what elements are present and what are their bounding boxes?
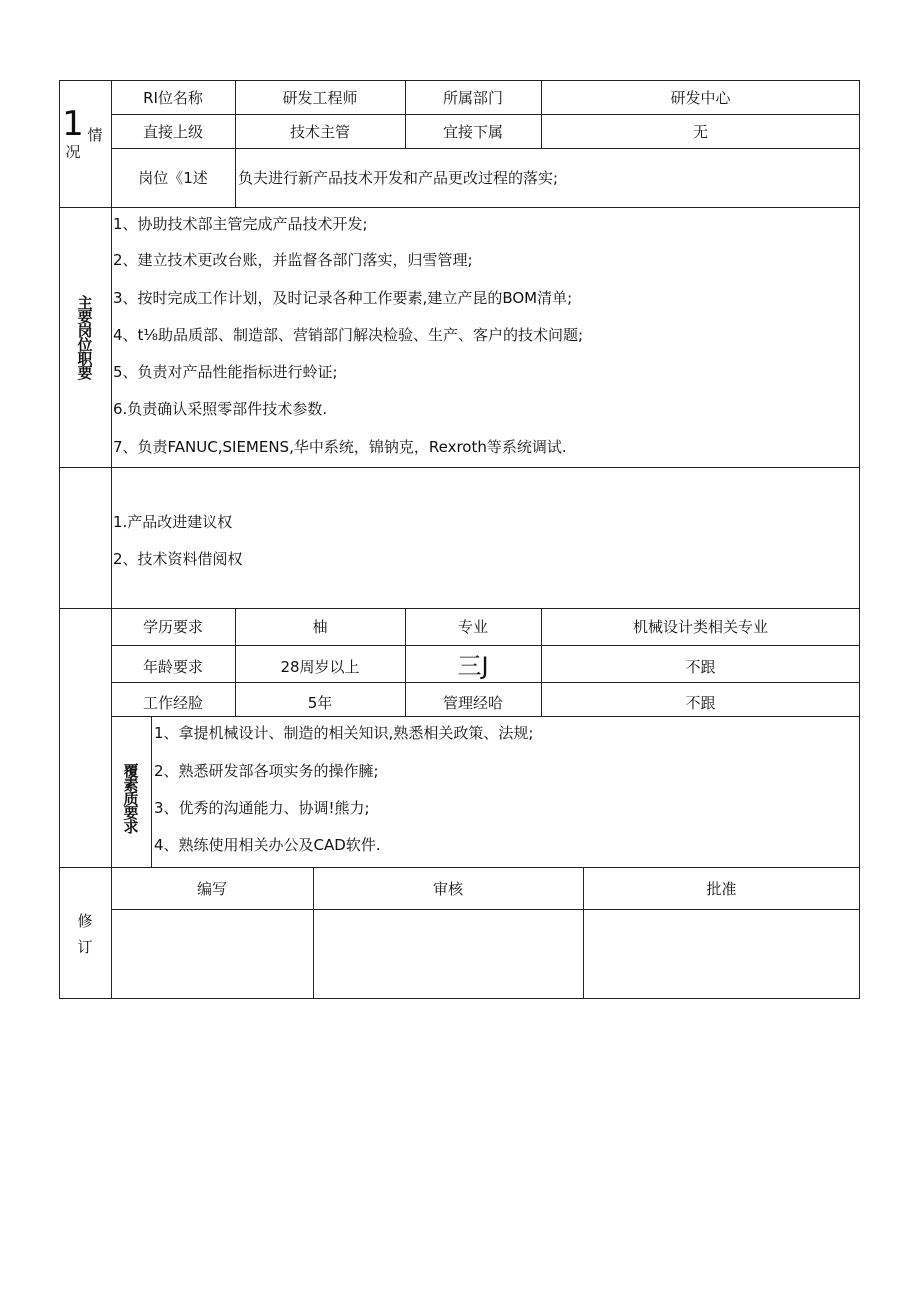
quality-section-label: 覆素质要求: [121, 763, 140, 833]
right-item-1: 1.产品改进建议权: [113, 512, 233, 531]
duty-item-3: 3、按时完成工作计划，及时记录各种工作要素,建立产昆的BOM清单;: [113, 288, 573, 307]
quality-item-2: 2、熟悉研发部各项实务的操作臃;: [154, 761, 379, 780]
revision-label-xiu: 修: [77, 911, 93, 930]
right-item-2: 2、技术资料借阅权: [113, 549, 243, 568]
management-experience-value: 不跟: [685, 693, 716, 712]
revision-label-ding: 订: [77, 937, 93, 956]
supervisor-label: 直接上级: [142, 122, 203, 141]
major-label: 专业: [457, 618, 488, 636]
quality-item-3: 3、优秀的沟通能力、协调!熊力;: [154, 798, 370, 817]
section-label-qing: 情: [87, 125, 103, 144]
subordinate-label: 宜接下属: [442, 122, 503, 141]
duty-item-7: 7、负责FANUC,SIEMENS,华中系统，锦钠克，Rexroth等系统调试.: [113, 437, 567, 456]
job-description-value: 负夫进行新产品技术开发和产品更改过程的落实;: [238, 169, 559, 187]
experience-label: 工作经脸: [142, 693, 203, 712]
revision-review-cell[interactable]: [314, 910, 582, 998]
duty-item-1: 1、协助技术部主管完成产品技术开发;: [113, 214, 368, 233]
duties-section-label: 主要岗位职要: [75, 295, 94, 379]
other-label: 三J: [457, 652, 489, 680]
experience-value: 5年: [307, 693, 333, 712]
major-value: 机械设计类相关专业: [632, 618, 768, 636]
section-label-kuang: 况: [65, 142, 81, 161]
department-label: 所属部门: [442, 88, 503, 107]
revision-approve-cell[interactable]: [584, 910, 859, 998]
job-title-value: 研发工程师: [282, 88, 358, 107]
supervisor-value: 技术主管: [289, 122, 350, 141]
quality-item-1: 1、拿提机械设计、制造的相关知识,熟悉相关政策、法规;: [154, 723, 534, 742]
quality-item-4: 4、熟练使用相关办公及CAD软件.: [154, 835, 381, 854]
section-number: 1: [62, 104, 84, 144]
department-value: 研发中心: [670, 88, 731, 107]
education-value: 柚: [312, 618, 328, 636]
revision-author-cell[interactable]: [112, 910, 312, 998]
divider-quality-label: [151, 716, 152, 867]
duty-item-6: 6.负责确认采照零部件技术参数.: [113, 399, 328, 418]
revision-header-review: 审核: [432, 879, 463, 898]
management-experience-label: 管理经哈: [442, 693, 503, 712]
divider-duties-bottom: [59, 467, 860, 468]
duty-item-4: 4、t⅛助品质部、制造部、营销部门解决检验、生产、客户的技术问题;: [113, 325, 584, 344]
subordinate-value: 无: [692, 122, 708, 141]
revision-header-author: 编写: [196, 879, 227, 898]
other-value: 不跟: [685, 658, 716, 676]
duty-item-2: 2、建立技术更改台账，并监督各部门落实，归雪管理;: [113, 250, 473, 269]
divider-label-column: [111, 80, 112, 999]
job-title-label: RI位名称: [143, 88, 203, 107]
education-label: 学历要求: [142, 618, 203, 636]
duty-item-5: 5、负责对产品性能指标进行蛉证;: [113, 362, 338, 381]
job-description-label: 岗位《1述: [138, 169, 208, 187]
age-value: 28周岁以上: [280, 658, 360, 676]
revision-header-approve: 批准: [706, 879, 737, 898]
age-label: 年龄要求: [142, 658, 203, 676]
